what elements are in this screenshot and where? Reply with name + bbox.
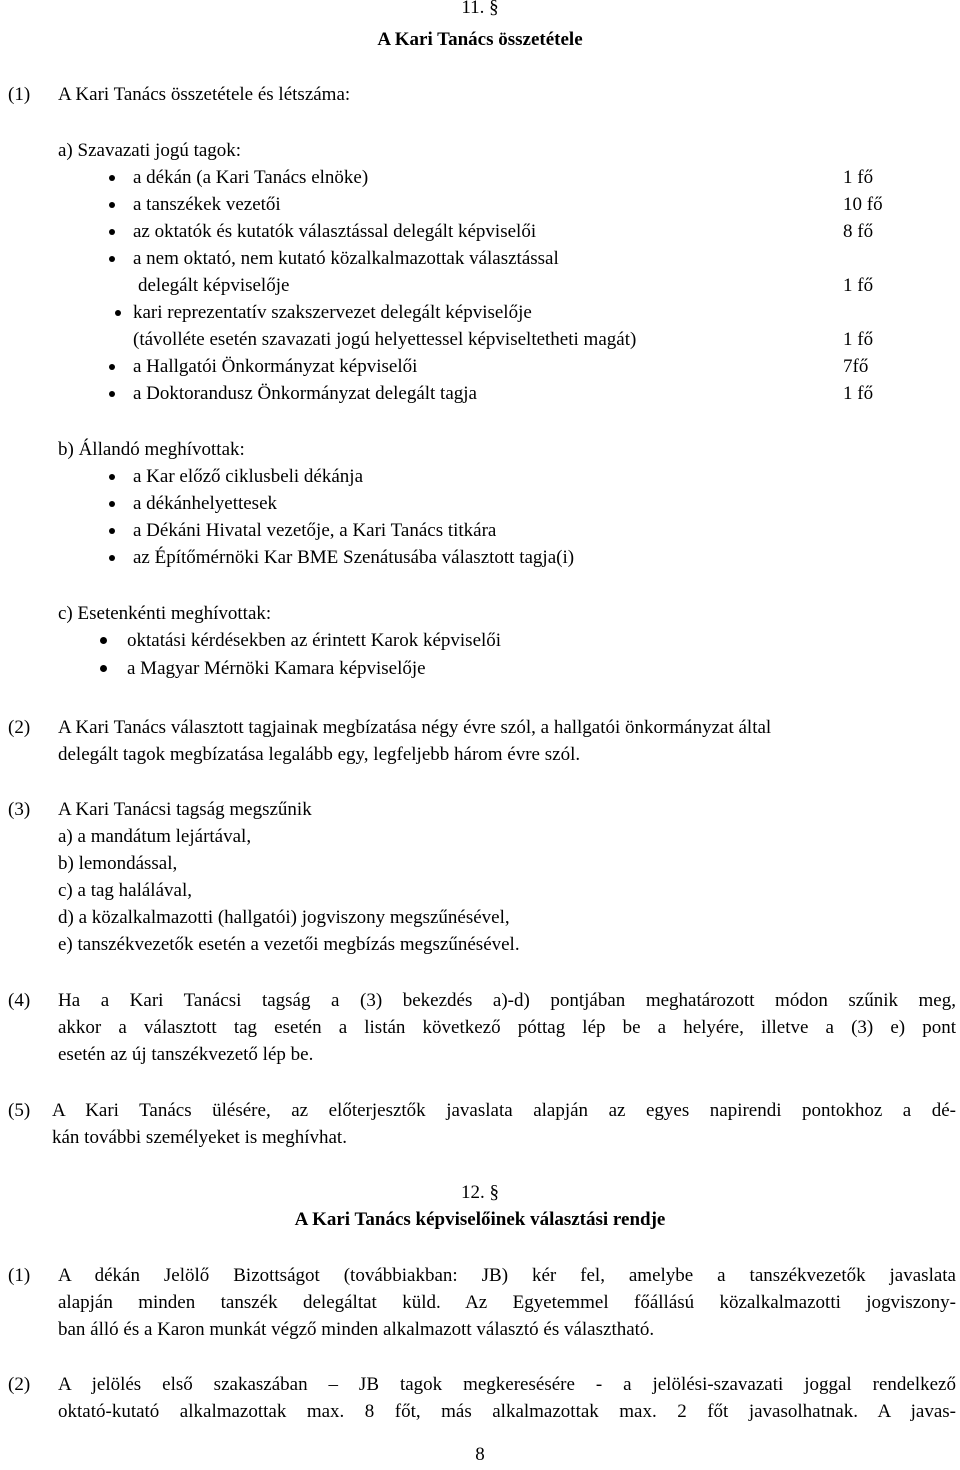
page-number: 8 (475, 1444, 485, 1465)
voting-members-label: a) Szavazati jogú tagok: (58, 140, 242, 161)
paragraph-2-number: (2) (8, 717, 31, 738)
bullet-icon (109, 175, 115, 181)
permanent-invitee-item: az Építőmérnöki Kar BME Szenátusába választott tagja(i) (133, 547, 575, 568)
paragraph-3-line: e) tanszékvezetők esetén a vezetői megbízás megszűnésével. (58, 934, 520, 955)
paragraph-3-number: (3) (8, 799, 31, 820)
bullet-icon (109, 391, 115, 397)
voting-member-item: a tanszékek vezetői (133, 194, 281, 215)
paragraph-4-number: (4) (8, 990, 31, 1011)
paragraph-1-number: (1) (8, 84, 31, 105)
voting-member-item-cont: (távolléte esetén szavazati jogú helyettessel képviseltetheti magát) (133, 329, 637, 350)
section-12-paragraph-1-line: A dékán Jelölő Bizottságot (továbbiakban: JB) kér fel, amelybe a tanszékvezetők javaslata (58, 1265, 956, 1286)
section-12-paragraph-1-number: (1) (8, 1265, 31, 1286)
voting-member-count: 1 fő (843, 383, 874, 404)
paragraph-1-text: A Kari Tanács összetétele és létszáma: (58, 84, 351, 105)
paragraph-3-line: b) lemondással, (58, 853, 178, 874)
bullet-icon (115, 310, 121, 316)
paragraph-5-line: A Kari Tanács ülésére, az előterjesztők javaslata alapján az egyes napirendi pontokhoz a dé- (52, 1100, 956, 1121)
bullet-icon (109, 528, 115, 534)
paragraph-3-line: a) a mandátum lejártával, (58, 826, 252, 847)
permanent-invitee-item: a dékánhelyettesek (133, 493, 278, 514)
permanent-invitee-item: a Dékáni Hivatal vezetője, a Kari Tanács titkára (133, 520, 497, 541)
permanent-invitee-item: a Kar előző ciklusbeli dékánja (133, 466, 364, 487)
voting-member-item: a Doktorandusz Önkormányzat delegált tagja (133, 383, 477, 404)
occasional-invitee-item: oktatási kérdésekben az érintett Karok képviselői (127, 630, 502, 651)
bullet-icon (109, 501, 115, 507)
section-12-title: A Kari Tanács képviselőinek választási rendje (294, 1209, 666, 1230)
permanent-invitees-label: b) Állandó meghívottak: (58, 439, 245, 460)
voting-member-count: 1 fő (843, 329, 874, 350)
bullet-icon (100, 665, 107, 672)
bullet-icon (109, 364, 115, 370)
paragraph-2-line: delegált tagok megbízatása legalább egy, legfeljebb három évre szól. (58, 744, 581, 765)
voting-member-count: 10 fő (843, 194, 883, 215)
section-11-title: A Kari Tanács összetétele (377, 29, 583, 50)
paragraph-5-number: (5) (8, 1100, 31, 1121)
bullet-icon (109, 202, 115, 208)
paragraph-3-line: A Kari Tanácsi tagság megszűnik (58, 799, 312, 820)
paragraph-3-line: d) a közalkalmazotti (hallgatói) jogviszony megszűnésével, (58, 907, 510, 928)
voting-member-count: 1 fő (843, 167, 874, 188)
voting-member-item-cont: delegált képviselője (138, 275, 290, 296)
paragraph-4-line: Ha a Kari Tanácsi tagság a (3) bekezdés a)-d) pontjában meghatározott módon szűnik meg, (58, 990, 956, 1011)
bullet-icon (109, 555, 115, 561)
section-12-paragraph-1-line: alapján minden tanszék delegáltat küld. Az Egyetemmel főállású közalkalmazotti jogviszony- (58, 1292, 956, 1313)
voting-member-count: 1 fő (843, 275, 874, 296)
paragraph-4-line: esetén az új tanszékvezető lép be. (58, 1044, 314, 1065)
occasional-invitee-item: a Magyar Mérnöki Kamara képviselője (127, 658, 426, 679)
bullet-icon (109, 474, 115, 480)
section-12-paragraph-2-line: oktató-kutató alkalmazottak max. 8 főt, más alkalmazottak max. 2 főt javasolhatnak. A javas- (58, 1401, 956, 1422)
section-12-paragraph-2-number: (2) (8, 1374, 31, 1395)
bullet-icon (109, 229, 115, 235)
paragraph-4-line: akkor a választott tag esetén a listán következő póttag lép be a helyére, illetve a (3) e) pont (58, 1017, 956, 1038)
paragraph-3-line: c) a tag halálával, (58, 880, 192, 901)
voting-member-item: az oktatók és kutatók választással delegált képviselői (133, 221, 537, 242)
bullet-icon (109, 256, 115, 262)
voting-member-count: 7fő (843, 356, 869, 377)
paragraph-2-line: A Kari Tanács választott tagjainak megbízatása négy évre szól, a hallgatói önkormányzat által (58, 717, 772, 738)
bullet-icon (100, 637, 107, 644)
voting-member-count: 8 fő (843, 221, 874, 242)
section-12-paragraph-2-line: A jelölés első szakaszában – JB tagok megkeresésére - a jelölési-szavazati joggal rendelkező (58, 1374, 956, 1395)
paragraph-5-line: kán további személyeket is meghívhat. (52, 1127, 347, 1148)
voting-member-item: a Hallgatói Önkormányzat képviselői (133, 356, 418, 377)
section-11-number: 11. § (461, 0, 499, 18)
section-12-paragraph-1-line: ban álló és a Karon munkát végző minden alkalmazott választó és választható. (58, 1319, 655, 1340)
voting-member-item: a dékán (a Kari Tanács elnöke) (133, 167, 369, 188)
voting-member-item: kari reprezentatív szakszervezet delegált képviselője (133, 302, 532, 323)
section-12-number: 12. § (461, 1182, 499, 1203)
occasional-invitees-label: c) Esetenkénti meghívottak: (58, 603, 272, 624)
voting-member-item: a nem oktató, nem kutató közalkalmazottak választással (133, 248, 559, 269)
